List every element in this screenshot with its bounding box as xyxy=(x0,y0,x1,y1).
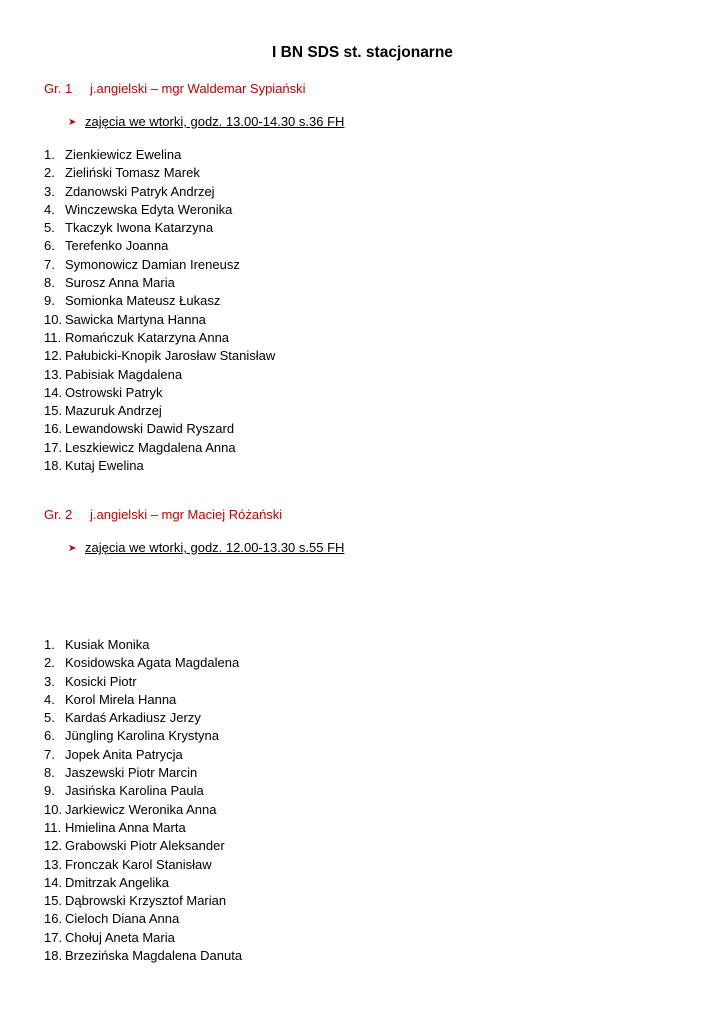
list-item xyxy=(44,164,275,182)
group-1-schedule xyxy=(68,114,344,129)
list-item-number: 16. xyxy=(44,421,63,437)
list-item-number: 2. xyxy=(44,165,55,181)
list-item xyxy=(44,727,242,745)
group-1-course: j.angielski – mgr Waldemar Sypiański xyxy=(90,81,306,96)
student-name: Dmitrzak Angelika xyxy=(65,874,170,890)
list-item xyxy=(44,201,275,219)
list-item xyxy=(44,256,275,274)
list-item xyxy=(44,420,275,438)
list-item-number: 11. xyxy=(44,329,62,345)
student-name: Sawicka Martyna Hanna xyxy=(65,311,206,327)
student-name: Mazuruk Andrzej xyxy=(65,403,162,419)
list-item xyxy=(44,347,275,365)
student-name: Chołuj Aneta Maria xyxy=(65,929,175,945)
list-item xyxy=(44,910,242,928)
list-item-number: 9. xyxy=(44,293,55,309)
list-item xyxy=(44,237,275,255)
list-item xyxy=(44,311,275,329)
student-name: Lewandowski Dawid Ryszard xyxy=(65,421,235,437)
list-item xyxy=(44,384,275,402)
student-name: Symonowicz Damian Ireneusz xyxy=(65,256,240,272)
student-name: Kosidowska Agata Magdalena xyxy=(65,655,240,671)
list-item-number: 15. xyxy=(44,403,63,419)
group-2-label: Gr. 2 xyxy=(44,507,73,522)
student-name: Pałubicki-Knopik Jarosław Stanisław xyxy=(65,348,276,364)
student-name: Ostrowski Patryk xyxy=(65,384,163,400)
list-item xyxy=(44,709,242,727)
list-item xyxy=(44,856,242,874)
student-name: Jaszewski Piotr Marcin xyxy=(65,765,198,781)
student-name: Tkaczyk Iwona Katarzyna xyxy=(65,220,214,236)
arrow-bullet-icon: ➤ xyxy=(68,543,77,554)
list-item-number: 17. xyxy=(44,929,63,945)
list-item-number: 4. xyxy=(44,691,55,707)
list-item-number: 12. xyxy=(44,348,63,364)
list-item xyxy=(44,329,275,347)
list-item xyxy=(44,457,275,475)
student-name: Zienkiewicz Ewelina xyxy=(65,147,182,162)
list-item xyxy=(44,636,242,654)
student-name: Romańczuk Katarzyna Anna xyxy=(65,329,230,345)
list-item-number: 3. xyxy=(44,183,55,199)
student-name: Terefenko Joanna xyxy=(65,238,169,254)
list-item-number: 5. xyxy=(44,710,55,726)
student-name: Kusiak Monika xyxy=(65,637,150,652)
student-name: Kutaj Ewelina xyxy=(65,458,144,474)
list-item-number: 16. xyxy=(44,911,63,927)
list-item xyxy=(44,402,275,420)
student-name: Jasińska Karolina Paula xyxy=(65,783,204,799)
student-name: Dąbrowski Krzysztof Marian xyxy=(65,893,227,909)
student-name: Kosicki Piotr xyxy=(65,673,137,689)
list-item xyxy=(44,801,242,819)
list-item-number: 6. xyxy=(44,238,55,254)
list-item xyxy=(44,439,275,457)
list-item xyxy=(44,673,242,691)
list-item-number: 5. xyxy=(44,220,55,236)
list-item-number: 12. xyxy=(44,838,63,854)
list-item-number: 7. xyxy=(44,256,55,272)
student-name: Winczewska Edyta Weronika xyxy=(65,201,233,217)
list-item-number: 9. xyxy=(44,783,55,799)
list-item-number: 17. xyxy=(44,439,63,455)
group-1-label: Gr. 1 xyxy=(44,81,73,96)
list-item xyxy=(44,764,242,782)
list-item xyxy=(44,274,275,292)
student-name: Jarkiewicz Weronika Anna xyxy=(65,801,217,817)
student-name: Somionka Mateusz Łukasz xyxy=(65,293,221,309)
student-name: Grabowski Piotr Aleksander xyxy=(65,838,225,854)
list-item-number: 14. xyxy=(44,874,63,890)
list-item xyxy=(44,874,242,892)
list-item xyxy=(44,654,242,672)
list-item xyxy=(44,292,275,310)
list-item-number: 4. xyxy=(44,201,55,217)
list-item xyxy=(44,929,242,947)
student-name: Pabisiak Magdalena xyxy=(65,366,183,382)
student-name: Jüngling Karolina Krystyna xyxy=(65,728,219,744)
student-name: Kardaś Arkadiusz Jerzy xyxy=(65,710,201,726)
group-1-schedule-text: zajęcia we wtorki, godz. 13.00-14.30 s.36 FH xyxy=(85,114,345,129)
list-item-number: 18. xyxy=(44,948,63,964)
list-item-number: 10. xyxy=(44,801,63,817)
list-item-number: 3. xyxy=(44,673,55,689)
list-item xyxy=(44,746,242,764)
list-item xyxy=(44,366,275,384)
list-item-number: 7. xyxy=(44,746,55,762)
group-2-header xyxy=(44,507,282,522)
student-name: Hmielina Anna Marta xyxy=(65,819,186,835)
group-2-course: j.angielski – mgr Maciej Różański xyxy=(90,507,283,522)
student-name: Cieloch Diana Anna xyxy=(65,911,180,927)
list-item xyxy=(44,183,275,201)
student-name: Korol Mirela Hanna xyxy=(65,691,177,707)
student-name: Zieliński Tomasz Marek xyxy=(65,165,200,181)
list-item xyxy=(44,947,242,965)
group-2-schedule xyxy=(68,540,344,555)
student-name: Jopek Anita Patrycja xyxy=(65,746,183,762)
list-item-number: 8. xyxy=(44,275,55,291)
student-name: Leszkiewicz Magdalena Anna xyxy=(65,439,236,455)
list-item-number: 13. xyxy=(44,366,63,382)
list-item xyxy=(44,219,275,237)
list-item-number: 1. xyxy=(44,147,55,162)
group-1-header xyxy=(44,81,306,96)
list-item xyxy=(44,892,242,910)
list-item-number: 11. xyxy=(44,819,62,835)
list-item xyxy=(44,782,242,800)
student-name: Surosz Anna Maria xyxy=(65,275,175,291)
group-2-student-list xyxy=(44,636,242,965)
list-item-number: 18. xyxy=(44,458,63,474)
list-item-number: 14. xyxy=(44,384,63,400)
list-item xyxy=(44,691,242,709)
group-1-student-list xyxy=(44,146,275,475)
list-item-number: 1. xyxy=(44,637,55,652)
student-name: Fronczak Karol Stanisław xyxy=(65,856,212,872)
list-item-number: 13. xyxy=(44,856,63,872)
list-item-number: 6. xyxy=(44,728,55,744)
student-name: Brzezińska Magdalena Danuta xyxy=(65,948,243,964)
list-item-number: 8. xyxy=(44,765,55,781)
list-item-number: 2. xyxy=(44,655,55,671)
list-item xyxy=(44,837,242,855)
list-item-number: 10. xyxy=(44,311,63,327)
page-title: I BN SDS st. stacjonarne xyxy=(272,44,453,61)
list-item xyxy=(44,819,242,837)
student-name: Zdanowski Patryk Andrzej xyxy=(65,183,215,199)
list-item-number: 15. xyxy=(44,893,63,909)
list-item xyxy=(44,146,275,164)
arrow-bullet-icon: ➤ xyxy=(68,117,77,128)
group-2-schedule-text: zajęcia we wtorki, godz. 12.00-13.30 s.55 FH xyxy=(85,540,345,555)
